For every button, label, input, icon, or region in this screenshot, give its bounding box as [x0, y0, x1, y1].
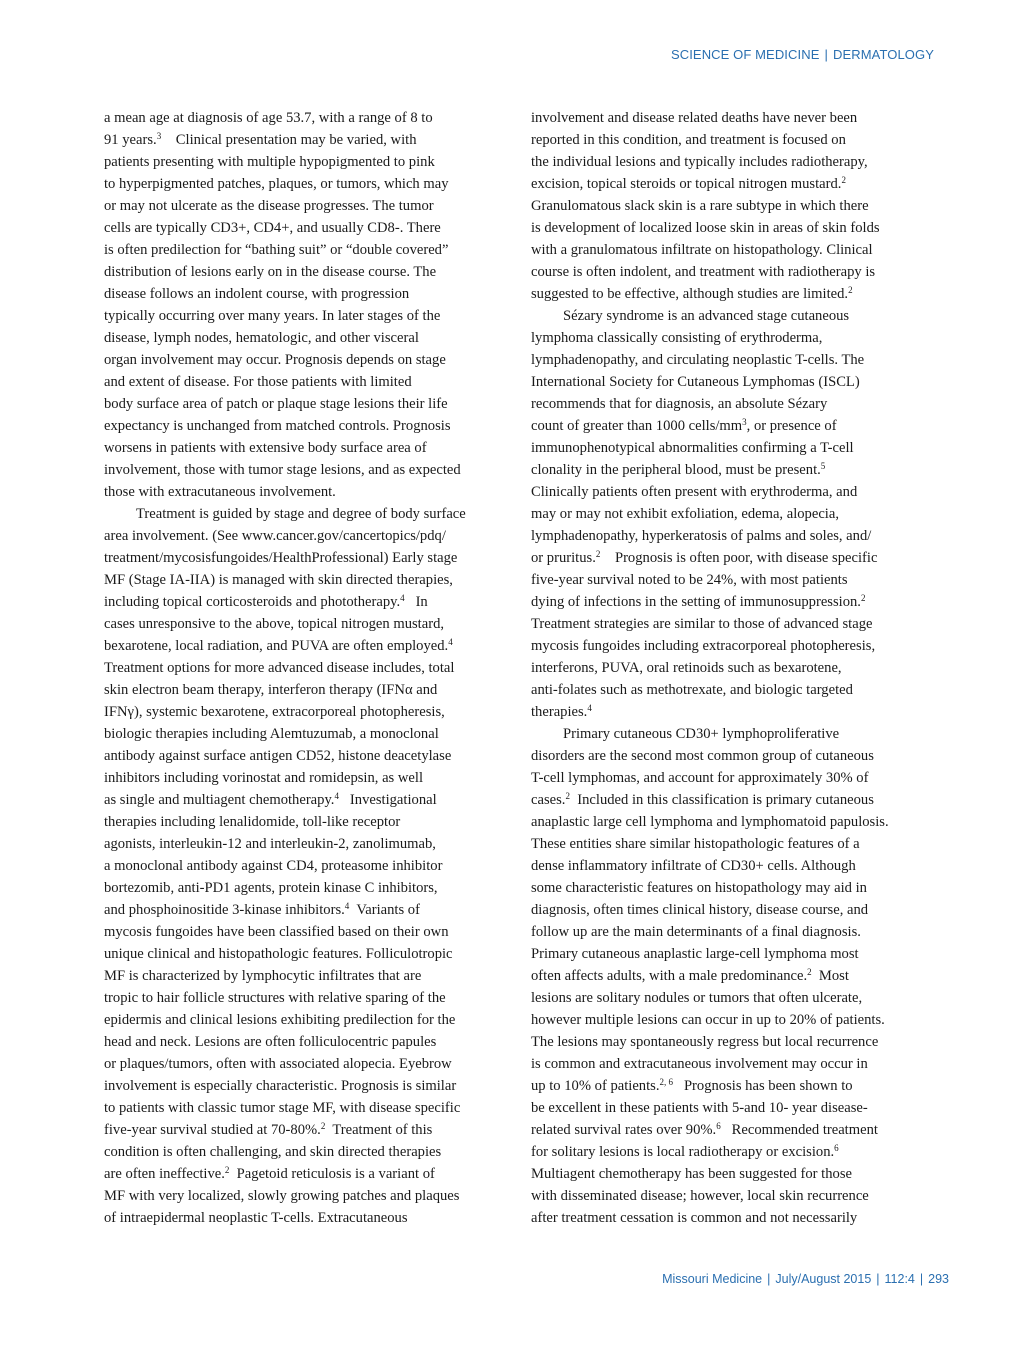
line-text: lymphadenopathy, and circulating neoplastic T-cells. The [531, 352, 865, 368]
line-text: related survival rates over 90%. [531, 1122, 717, 1138]
text-line [531, 701, 938, 723]
left-column [104, 107, 509, 1229]
line-text: skin electron beam therapy, interferon therapy (IFNα and [104, 682, 438, 698]
text-line [531, 1119, 938, 1141]
citation-superscript: 2 [860, 593, 866, 603]
citation-superscript: 2 [595, 549, 601, 559]
line-text: as single and multiagent chemotherapy. [104, 792, 335, 808]
line-text: clonality in the peripheral blood, must be present. [531, 462, 821, 478]
line-text: some characteristic features on histopathology may aid in [531, 880, 867, 896]
text-line [104, 1009, 509, 1031]
line-text-continued: Pagetoid reticulosis is a variant of [229, 1166, 435, 1182]
line-text: a monoclonal antibody against CD4, proteasome inhibitor [104, 858, 443, 874]
line-text: or may not ulcerate as the disease progresses. The tumor [104, 198, 434, 214]
line-text: MF with very localized, slowly growing patches and plaques [104, 1188, 460, 1204]
line-text: worsens in patients with extensive body surface area of [104, 440, 427, 456]
text-line [531, 437, 938, 459]
citation-superscript: 2 [320, 1121, 326, 1131]
text-line [531, 635, 938, 657]
text-line [104, 767, 509, 789]
line-text: involvement and disease related deaths have never been [531, 110, 858, 126]
line-text: of intraepidermal neoplastic T-cells. Extracutaneous [104, 1210, 408, 1226]
line-text: after treatment cessation is common and not necessarily [531, 1210, 858, 1226]
text-line [104, 1185, 509, 1207]
line-text: Treatment is guided by stage and degree of body surface [136, 506, 466, 522]
line-text: Primary cutaneous CD30+ lymphoproliferative [563, 726, 840, 742]
citation-superscript: 6 [716, 1121, 721, 1131]
text-line [104, 327, 509, 349]
line-text: with a granulomatous infiltrate on histopathology. Clinical [531, 242, 873, 258]
text-line [104, 1075, 509, 1097]
text-line [531, 943, 938, 965]
line-text: mycosis fungoides have been classified based on their own [104, 924, 449, 940]
line-text: Clinically patients often present with erythroderma, and [531, 484, 858, 500]
text-line [104, 415, 509, 437]
line-text: These entities share similar histopathologic features of a [531, 836, 860, 852]
line-text: treatment/mycosisfungoides/HealthProfessional) Early stage [104, 550, 458, 566]
text-line [104, 481, 509, 503]
text-line [104, 1097, 509, 1119]
line-text: disease, lymph nodes, hematologic, and other visceral [104, 330, 419, 346]
line-text: follow up are the main determinants of a final diagnosis. [531, 924, 861, 940]
line-text: dense inflammatory infiltrate of CD30+ cells. Although [531, 858, 856, 874]
text-line [531, 107, 938, 129]
line-text: area involvement. (See www.cancer.gov/cancertopics/pdq/ [104, 528, 446, 544]
line-text: cases unresponsive to the above, topical nitrogen mustard, [104, 616, 445, 632]
citation-superscript: 2 [807, 967, 812, 977]
line-text: or plaques/tumors, often with associated alopecia. Eyebrow [104, 1056, 452, 1072]
text-line [531, 921, 938, 943]
line-text: Multiagent chemotherapy has been suggested for those [531, 1166, 852, 1182]
line-text: reported in this condition, and treatment is focused on [531, 132, 846, 148]
text-line [104, 1163, 509, 1185]
line-text: T-cell lymphomas, and account for approximately 30% of [531, 770, 869, 786]
right-column [531, 107, 938, 1229]
text-line [104, 195, 509, 217]
text-line [104, 789, 509, 811]
text-line [531, 613, 938, 635]
footer-separator-3: | [919, 1272, 924, 1286]
line-text-continued: , or presence of [746, 418, 837, 434]
text-line [104, 173, 509, 195]
line-text: may or may not exhibit exfoliation, edema, alopecia, [531, 506, 839, 522]
footer-separator-1: | [767, 1272, 771, 1286]
text-line [104, 921, 509, 943]
line-text: Sézary syndrome is an advanced stage cutaneous [563, 308, 850, 324]
text-line [531, 525, 938, 547]
citation-superscript: 4 [334, 791, 339, 801]
text-line [531, 1097, 938, 1119]
line-text: mycosis fungoides including extracorporeal photopheresis, [531, 638, 876, 654]
citation-superscript: 4 [344, 901, 350, 911]
line-text: is common and extracutaneous involvement may occur in [531, 1056, 868, 1072]
line-text: five-year survival studied at 70-80%. [104, 1122, 321, 1138]
line-text: MF is characterized by lymphocytic infiltrates that are [104, 968, 422, 984]
header-topic: DERMATOLOGY [832, 47, 934, 62]
footer-separator-2: | [876, 1272, 880, 1286]
citation-superscript: 2 [565, 791, 570, 801]
text-line [531, 261, 938, 283]
text-line [531, 965, 938, 987]
line-text: patients presenting with multiple hypopigmented to pink [104, 154, 435, 170]
line-text: immunophenotypical abnormalities confirming a T-cell [531, 440, 854, 456]
line-text: often affects adults, with a male predominance. [531, 968, 808, 984]
text-line [104, 899, 509, 921]
text-line [104, 855, 509, 877]
text-line [531, 239, 938, 261]
line-text: unique clinical and histopathologic features. Folliculotropic [104, 946, 453, 962]
text-line [104, 657, 509, 679]
text-line [104, 393, 509, 415]
line-text: including topical corticosteroids and phototherapy. [104, 594, 401, 610]
line-text: course is often indolent, and treatment with radiotherapy is [531, 264, 876, 280]
line-text: the individual lesions and typically includes radiotherapy, [531, 154, 868, 170]
text-line [531, 987, 938, 1009]
running-header [671, 47, 934, 62]
line-text: Treatment strategies are similar to those of advanced stage [531, 616, 873, 632]
line-text: lymphoma classically consisting of erythroderma, [531, 330, 823, 346]
text-line [104, 745, 509, 767]
citation-superscript: 4 [448, 637, 453, 647]
line-text: The lesions may spontaneously regress but local recurrence [531, 1034, 879, 1050]
line-text: typically occurring over many years. In later stages of the [104, 308, 441, 324]
text-line [531, 657, 938, 679]
line-text: Treatment options for more advanced disease includes, total [104, 660, 455, 676]
text-line [531, 393, 938, 415]
line-text: recommends that for diagnosis, an absolute Sézary [531, 396, 828, 412]
line-text: to patients with classic tumor stage MF, with disease specific [104, 1100, 461, 1116]
line-text: however multiple lesions can occur in up to 20% of patients. [531, 1012, 885, 1028]
citation-superscript: 6 [834, 1143, 839, 1153]
line-text: anti-folates such as methotrexate, and biologic targeted [531, 682, 853, 698]
line-text: cases. [531, 792, 566, 808]
text-line [531, 195, 938, 217]
line-text: are often ineffective. [104, 1166, 225, 1182]
footer-journal: Missouri Medicine [662, 1272, 763, 1286]
line-text: suggested to be effective, although studies are limited. [531, 286, 849, 302]
text-line [531, 1009, 938, 1031]
line-text: MF (Stage IA-IIA) is managed with skin directed therapies, [104, 572, 453, 588]
text-line [531, 327, 938, 349]
header-separator: | [824, 47, 828, 62]
text-line [104, 987, 509, 1009]
line-text: expectancy is unchanged from matched controls. Prognosis [104, 418, 451, 434]
text-line [531, 833, 938, 855]
citation-superscript: 3 [156, 131, 162, 141]
text-line [104, 701, 509, 723]
line-text-continued: Included in this classification is primary cutaneous [569, 792, 874, 808]
text-line [104, 965, 509, 987]
text-line [531, 1207, 938, 1229]
text-line [104, 613, 509, 635]
line-text: involvement, those with tumor stage lesions, and as expected [104, 462, 461, 478]
line-text: inhibitors including vorinostat and romidepsin, as well [104, 770, 423, 786]
line-text-continued: Variants of [349, 902, 420, 918]
line-text: Granulomatous slack skin is a rare subtype in which there [531, 198, 869, 214]
line-text: count of greater than 1000 cells/mm [531, 418, 743, 434]
line-text-continued: Recommended treatment [720, 1122, 878, 1138]
text-line [531, 503, 938, 525]
line-text: with disseminated disease; however, local skin recurrence [531, 1188, 869, 1204]
text-line [104, 679, 509, 701]
text-line [104, 503, 509, 525]
header-section: SCIENCE OF MEDICINE [670, 47, 820, 62]
text-line [104, 833, 509, 855]
text-line [531, 129, 938, 151]
text-line [531, 349, 938, 371]
line-text: lesions are solitary nodules or tumors that often ulcerate, [531, 990, 863, 1006]
line-text: body surface area of patch or plaque stage lesions their life [104, 396, 448, 412]
line-text: interferons, PUVA, oral retinoids such as bexarotene, [531, 660, 842, 676]
line-text: organ involvement may occur. Prognosis depends on stage [104, 352, 446, 368]
line-text: epidermis and clinical lesions exhibiting predilection for the [104, 1012, 456, 1028]
text-line [531, 283, 938, 305]
line-text: bortezomib, anti-PD1 agents, protein kinase C inhibitors, [104, 880, 438, 896]
line-text-continued: Clinical presentation may be varied, with [161, 132, 417, 148]
text-line [104, 1141, 509, 1163]
text-line [104, 723, 509, 745]
text-line [104, 107, 509, 129]
text-line [531, 679, 938, 701]
line-text: diagnosis, often times clinical history, disease course, and [531, 902, 869, 918]
text-line [531, 217, 938, 239]
line-text: dying of infections in the setting of immunosuppression. [531, 594, 861, 610]
line-text-continued: In [404, 594, 428, 610]
line-text: five-year survival noted to be 24%, with most patients [531, 572, 848, 588]
line-text: IFNγ), systemic bexarotene, extracorporeal photopheresis, [104, 704, 445, 720]
text-line [531, 415, 938, 437]
text-line [531, 877, 938, 899]
text-line [531, 1163, 938, 1185]
line-text: a mean age at diagnosis of age 53.7, with a range of 8 to [104, 110, 433, 126]
page-number: 293 [928, 1272, 949, 1286]
line-text: Primary cutaneous anaplastic large-cell lymphoma most [531, 946, 859, 962]
text-line [531, 173, 938, 195]
line-text: head and neck. Lesions are often folliculocentric papules [104, 1034, 437, 1050]
line-text: be excellent in these patients with 5-and 10- year disease- [531, 1100, 868, 1116]
text-line [531, 723, 938, 745]
line-text: and extent of disease. For those patients with limited [104, 374, 412, 390]
text-line [531, 371, 938, 393]
text-line [104, 371, 509, 393]
citation-superscript: 2 [848, 285, 853, 295]
text-line [531, 591, 938, 613]
line-text: or pruritus. [531, 550, 596, 566]
line-text: disorders are the second most common group of cutaneous [531, 748, 874, 764]
line-text-continued: Prognosis is often poor, with disease specific [600, 550, 878, 566]
text-line [104, 547, 509, 569]
text-line [104, 1053, 509, 1075]
line-text: is often predilection for “bathing suit” or “double covered” [104, 242, 449, 258]
text-line [531, 481, 938, 503]
line-text: therapies including lenalidomide, toll-like receptor [104, 814, 401, 830]
text-line [104, 239, 509, 261]
line-text: bexarotene, local radiation, and PUVA are often employed. [104, 638, 449, 654]
text-line [531, 1185, 938, 1207]
line-text: 91 years. [104, 132, 157, 148]
text-line [104, 1119, 509, 1141]
citation-superscript: 5 [820, 461, 826, 471]
text-line [104, 261, 509, 283]
line-text: distribution of lesions early on in the disease course. The [104, 264, 437, 280]
text-line [531, 1053, 938, 1075]
text-line [531, 855, 938, 877]
text-line [531, 569, 938, 591]
line-text-continued: Prognosis has been shown to [673, 1078, 853, 1094]
line-text-continued: Most [811, 968, 849, 984]
footer-issue: July/August 2015 [775, 1272, 872, 1286]
text-line [531, 459, 938, 481]
line-text: is development of localized loose skin in areas of skin folds [531, 220, 880, 236]
line-text: for solitary lesions is local radiotherapy or excision. [531, 1144, 835, 1160]
text-line [104, 437, 509, 459]
text-line [531, 789, 938, 811]
text-line [531, 811, 938, 833]
line-text: antibody against surface antigen CD52, histone deacetylase [104, 748, 452, 764]
line-text: disease follows an indolent course, with progression [104, 286, 410, 302]
line-text: International Society for Cutaneous Lymphomas (ISCL) [531, 374, 860, 390]
citation-superscript: 3 [742, 417, 747, 427]
text-line [104, 283, 509, 305]
line-text: and phosphoinositide 3-kinase inhibitors. [104, 902, 345, 918]
text-line [104, 459, 509, 481]
text-line [531, 1031, 938, 1053]
line-text: biologic therapies including Alemtuzumab, a monoclonal [104, 726, 439, 742]
text-line [104, 151, 509, 173]
line-text: lymphadenopathy, hyperkeratosis of palms and soles, and/ [531, 528, 872, 544]
text-line [104, 217, 509, 239]
line-text: therapies. [531, 704, 588, 720]
line-text: excision, topical steroids or topical nitrogen mustard. [531, 176, 842, 192]
text-line [104, 1031, 509, 1053]
text-line [531, 767, 938, 789]
line-text-continued: Investigational [338, 792, 437, 808]
line-text: condition is often challenging, and skin directed therapies [104, 1144, 442, 1160]
text-line [531, 547, 938, 569]
text-line [104, 1207, 509, 1229]
text-line [104, 591, 509, 613]
running-footer [662, 1272, 949, 1286]
line-text: those with extracutaneous involvement. [104, 484, 336, 500]
text-line [104, 305, 509, 327]
citation-superscript: 4 [587, 703, 592, 713]
citation-superscript: 2 [841, 175, 846, 185]
line-text: cells are typically CD3+, CD4+, and usually CD8-. There [104, 220, 441, 236]
line-text: tropic to hair follicle structures with relative sparing of the [104, 990, 446, 1006]
text-line [531, 151, 938, 173]
line-text: anaplastic large cell lymphoma and lymphomatoid papulosis. [531, 814, 889, 830]
line-text: agonists, interleukin-12 and interleukin-2, zanolimumab, [104, 836, 436, 852]
citation-superscript: 2 [224, 1165, 230, 1175]
text-line [104, 635, 509, 657]
citation-superscript: 2, 6 [659, 1077, 673, 1087]
text-line [104, 811, 509, 833]
footer-volume: 112:4 [884, 1272, 915, 1286]
line-text: to hyperpigmented patches, plaques, or tumors, which may [104, 176, 449, 192]
text-line [104, 525, 509, 547]
text-line [104, 129, 509, 151]
line-text: involvement is especially characteristic. Prognosis is similar [104, 1078, 457, 1094]
text-line [104, 569, 509, 591]
text-line [531, 1075, 938, 1097]
text-line [531, 1141, 938, 1163]
text-line [531, 745, 938, 767]
text-line [531, 899, 938, 921]
line-text-continued: Treatment of this [325, 1122, 433, 1138]
text-line [104, 877, 509, 899]
text-line [104, 943, 509, 965]
line-text: up to 10% of patients. [531, 1078, 660, 1094]
text-line [531, 305, 938, 327]
text-line [104, 349, 509, 371]
citation-superscript: 4 [400, 593, 405, 603]
